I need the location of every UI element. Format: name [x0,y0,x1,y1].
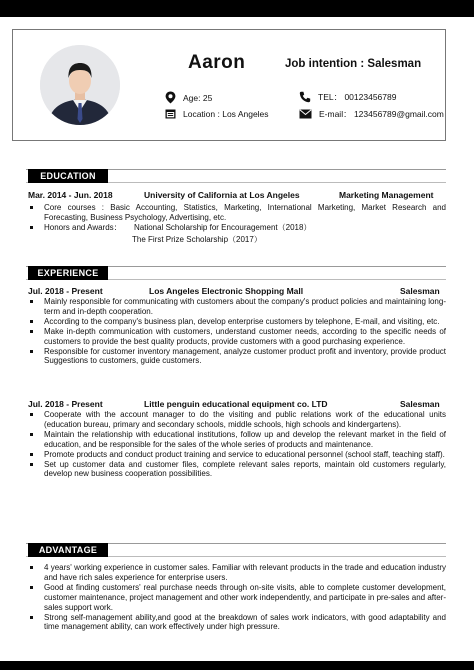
honors-2: The First Prize Scholarship（2017） [132,235,262,244]
job1-role: Salesman [400,286,440,296]
list-item: Strong self-management ability,and good at the breakdown of sales work indicators, with good adaptability and time management ability, can work effectively under high pressure. [28,613,446,633]
age-info [165,91,212,104]
bullet-icon [30,586,33,589]
honors-label: Honors and Awards： [44,222,122,232]
candidate-name: Aaron [188,52,246,73]
email-info [299,108,444,120]
envelope-icon [299,109,312,119]
advantage-list [28,563,446,632]
tel-info [299,91,396,103]
education-heading [26,169,446,183]
education-school: University of California at Los Angeles [144,190,300,200]
tel-text: TEL： 00123456789 [318,92,397,102]
age-text: Age: 25 [183,92,213,103]
job2-role: Salesman [400,399,440,409]
bullet-icon [30,413,33,416]
list-item: Maintain the relationship with educational institutions, follow up and develop the relevant market in the field of education, and be responsible for the sales of the whole series of products and maintenance. [28,430,446,450]
profile-photo [40,45,120,125]
list-item: Core courses : Basic Accounting, Statistics, Marketing, International Marketing, Market Research and Forecasting, Business Psychology, Advertising, etc. [28,203,446,223]
list-item: Responsible for customer inventory management, analyze customer product profit and inventory, provide product Suggestions to customers, guide customers. [28,347,446,367]
phone-icon [299,91,311,103]
bullet-icon [30,350,33,353]
bullet-icon [30,616,33,619]
location-info [165,108,269,119]
profile-header [12,29,446,141]
honors-1: National Scholarship for Encouragement（2018） [134,223,312,232]
calendar-icon [165,108,176,119]
experience-heading [26,266,446,280]
top-bar [0,0,474,17]
bullet-icon [30,300,33,303]
bullet-icon [30,463,33,466]
list-item: Cooperate with the account manager to do the visiting and public relations work of the educational units (education bureau, primary and secondary schools, middle schools, high schools and kindergartens). [28,410,446,430]
location-text: Location : Los Angeles [183,108,269,119]
education-date: Mar. 2014 - Jun. 2018 [28,190,113,200]
list-item: Promote products and conduct product training and service to educational personnel (school staff, teaching staff). [28,450,446,460]
list-item: Make in-depth communication with customers, understand customer needs, according to the specific needs of customers to provide the best quality products, provide customers with a good purchasing experience. [28,327,446,347]
list-item: Set up customer data and customer files, complete relevant sales reports, maintain old customers regularly, develop new business cooperation possibilities. [28,460,446,480]
email-text: E-mail： 123456789@gmail.com [319,109,444,119]
bullet-icon [30,566,33,569]
education-major: Marketing Management [339,190,434,200]
bottom-bar [0,661,474,670]
bullet-icon [30,453,33,456]
job2-company: Little penguin educational equipment co. LTD [144,399,328,409]
job2-date: Jul. 2018 - Present [28,399,103,409]
bullet-icon [30,206,33,209]
advantage-heading [26,543,446,557]
list-item: According to the company's business plan, develop enterprise customers by telephone, E-mail, and visiting, etc. [28,317,446,327]
bullet-icon [30,320,33,323]
job1-company: Los Angeles Electronic Shopping Mall [149,286,304,296]
education-title: EDUCATION [28,169,108,183]
job1-date: Jul. 2018 - Present [28,286,103,296]
list-item: 4 years' working experience in customer sales. Familiar with relevant products in the trade and education industry and have rich sales experience for enterprise users. [28,563,446,583]
job2-list [28,410,446,479]
job1-list [28,297,446,366]
location-pin-icon [165,91,176,104]
advantage-title: ADVANTAGE [28,543,108,557]
list-item: Mainly responsible for communicating with customers about the company's product policies and maintaining long-term and in-depth cooperation. [28,297,446,317]
experience-title: EXPERIENCE [28,266,108,280]
bullet-icon [30,330,33,333]
bullet-icon [30,226,33,229]
list-item: Good at finding customers' real purchase needs through on-site visits, able to complete customer development, customer maintenance, project management and other work independently, and participate in pre-sales and after-sales support work. [28,583,446,613]
job-intention: Job intention : Salesman [285,58,422,70]
bullet-icon [30,433,33,436]
